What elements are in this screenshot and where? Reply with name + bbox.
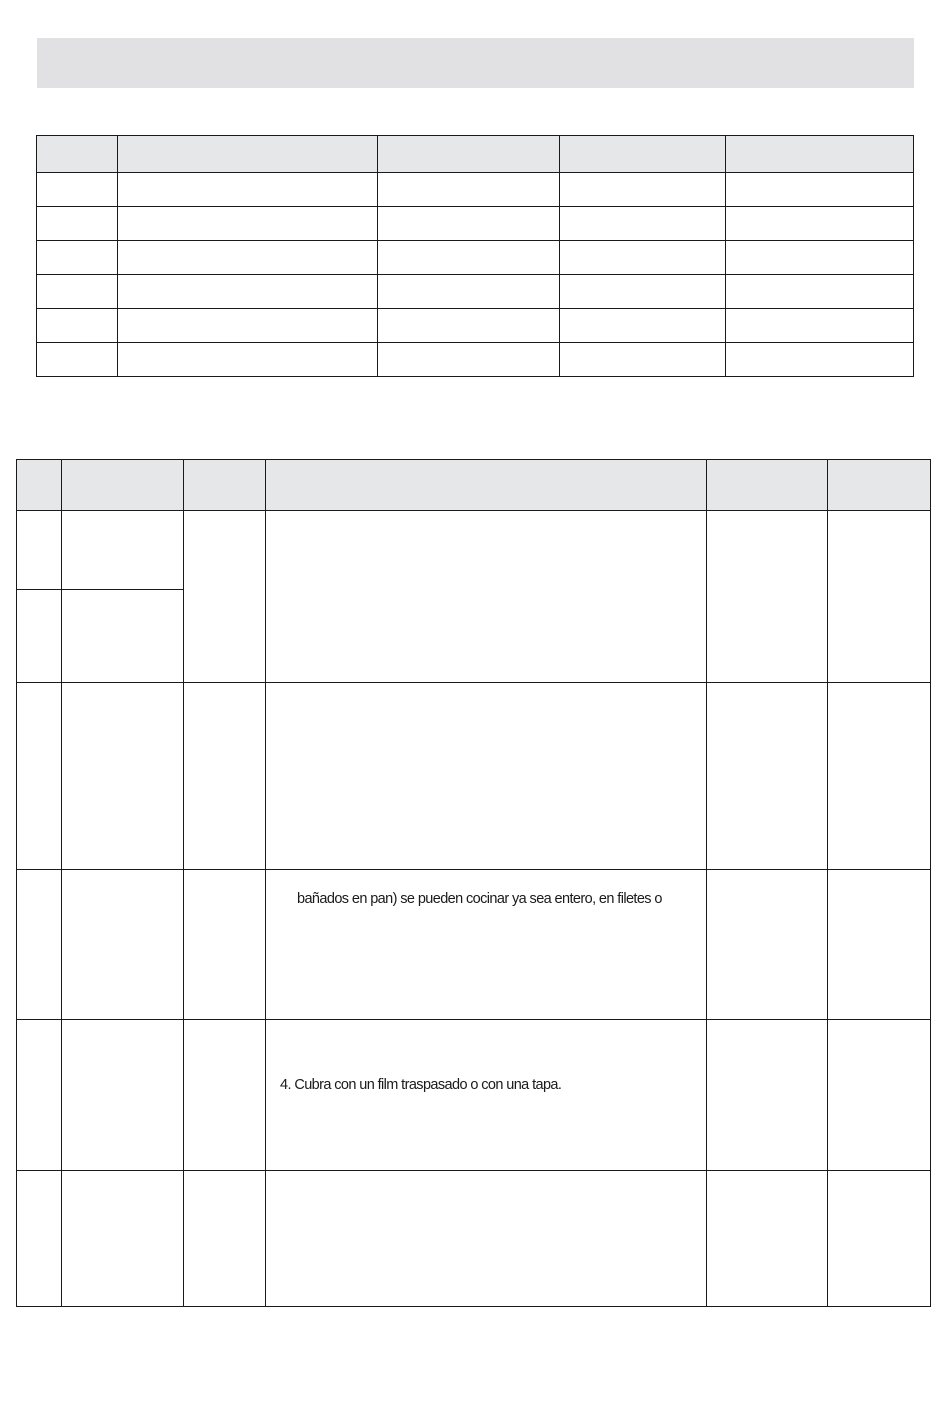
table-cell bbox=[118, 173, 378, 207]
table-cell bbox=[17, 590, 62, 683]
table-cell bbox=[17, 870, 62, 1020]
table-row bbox=[37, 309, 914, 343]
table-cell bbox=[707, 1020, 828, 1171]
guide-header-cell bbox=[184, 460, 266, 511]
instructions-cell bbox=[266, 683, 707, 870]
table-cell bbox=[378, 241, 560, 275]
table-cell bbox=[118, 207, 378, 241]
table-cell bbox=[828, 870, 931, 1020]
table-cell bbox=[17, 511, 62, 590]
table-cell bbox=[707, 870, 828, 1020]
table-cell bbox=[118, 275, 378, 309]
table-cell bbox=[726, 207, 914, 241]
table-cell bbox=[17, 1171, 62, 1307]
cooking-guide-table bbox=[16, 459, 931, 1307]
table-cell bbox=[37, 275, 118, 309]
table-cell bbox=[378, 343, 560, 377]
table-cell bbox=[828, 1020, 931, 1171]
table-cell bbox=[378, 309, 560, 343]
summary-table-header bbox=[37, 136, 914, 173]
table-cell bbox=[726, 343, 914, 377]
table-cell bbox=[828, 1171, 931, 1307]
table-cell bbox=[184, 1020, 266, 1171]
table-cell bbox=[118, 343, 378, 377]
table-row bbox=[17, 870, 931, 1020]
table-row bbox=[17, 1020, 931, 1171]
table-cell bbox=[378, 173, 560, 207]
table-cell bbox=[37, 241, 118, 275]
table-cell bbox=[184, 1171, 266, 1307]
summary-header-cell bbox=[37, 136, 118, 173]
table-cell bbox=[560, 207, 726, 241]
table-cell bbox=[62, 590, 184, 683]
summary-header-cell bbox=[560, 136, 726, 173]
table-cell bbox=[726, 275, 914, 309]
instructions-cell bbox=[266, 511, 707, 683]
table-row bbox=[37, 343, 914, 377]
table-cell bbox=[62, 511, 184, 590]
table-cell bbox=[560, 343, 726, 377]
table-cell bbox=[37, 343, 118, 377]
table-row bbox=[37, 173, 914, 207]
table-cell bbox=[184, 511, 266, 683]
table-cell bbox=[707, 1171, 828, 1307]
table-cell bbox=[184, 683, 266, 870]
summary-header-cell bbox=[378, 136, 560, 173]
table-row bbox=[17, 1171, 931, 1307]
table-cell bbox=[378, 207, 560, 241]
guide-header-cell bbox=[828, 460, 931, 511]
table-cell bbox=[560, 241, 726, 275]
guide-header-cell bbox=[707, 460, 828, 511]
summary-header-cell bbox=[118, 136, 378, 173]
table-cell bbox=[378, 275, 560, 309]
table-cell bbox=[17, 1020, 62, 1171]
table-cell bbox=[184, 870, 266, 1020]
table-cell bbox=[62, 1020, 184, 1171]
table-cell bbox=[62, 683, 184, 870]
table-cell bbox=[726, 173, 914, 207]
summary-table bbox=[36, 135, 914, 377]
instructions-text: 4. Cubra con un film traspasado o con una tapa. bbox=[280, 1077, 562, 1093]
guide-header-cell bbox=[266, 460, 707, 511]
table-cell bbox=[37, 309, 118, 343]
table-cell bbox=[560, 275, 726, 309]
guide-header-cell bbox=[17, 460, 62, 511]
table-cell bbox=[707, 683, 828, 870]
table-cell bbox=[118, 241, 378, 275]
table-cell bbox=[37, 207, 118, 241]
table-cell bbox=[828, 683, 931, 870]
table-cell bbox=[828, 511, 931, 683]
table-cell bbox=[118, 309, 378, 343]
table-cell bbox=[17, 683, 62, 870]
table-cell bbox=[62, 870, 184, 1020]
page-title-bar bbox=[37, 38, 914, 88]
cooking-guide-header bbox=[17, 460, 931, 511]
table-cell bbox=[560, 309, 726, 343]
table-cell bbox=[560, 173, 726, 207]
table-row bbox=[17, 511, 931, 590]
instructions-text: bañados en pan) se pueden cocinar ya sea entero, en filetes o bbox=[297, 891, 662, 907]
table-row bbox=[37, 207, 914, 241]
summary-header-cell bbox=[726, 136, 914, 173]
table-row bbox=[37, 241, 914, 275]
table-cell bbox=[726, 241, 914, 275]
instructions-cell bbox=[266, 1171, 707, 1307]
table-cell bbox=[726, 309, 914, 343]
table-row bbox=[17, 683, 931, 870]
guide-header-cell bbox=[62, 460, 184, 511]
table-cell bbox=[707, 511, 828, 683]
table-cell bbox=[37, 173, 118, 207]
table-cell bbox=[62, 1171, 184, 1307]
instructions-cell bbox=[266, 870, 707, 1020]
instructions-cell bbox=[266, 1020, 707, 1171]
table-row bbox=[37, 275, 914, 309]
